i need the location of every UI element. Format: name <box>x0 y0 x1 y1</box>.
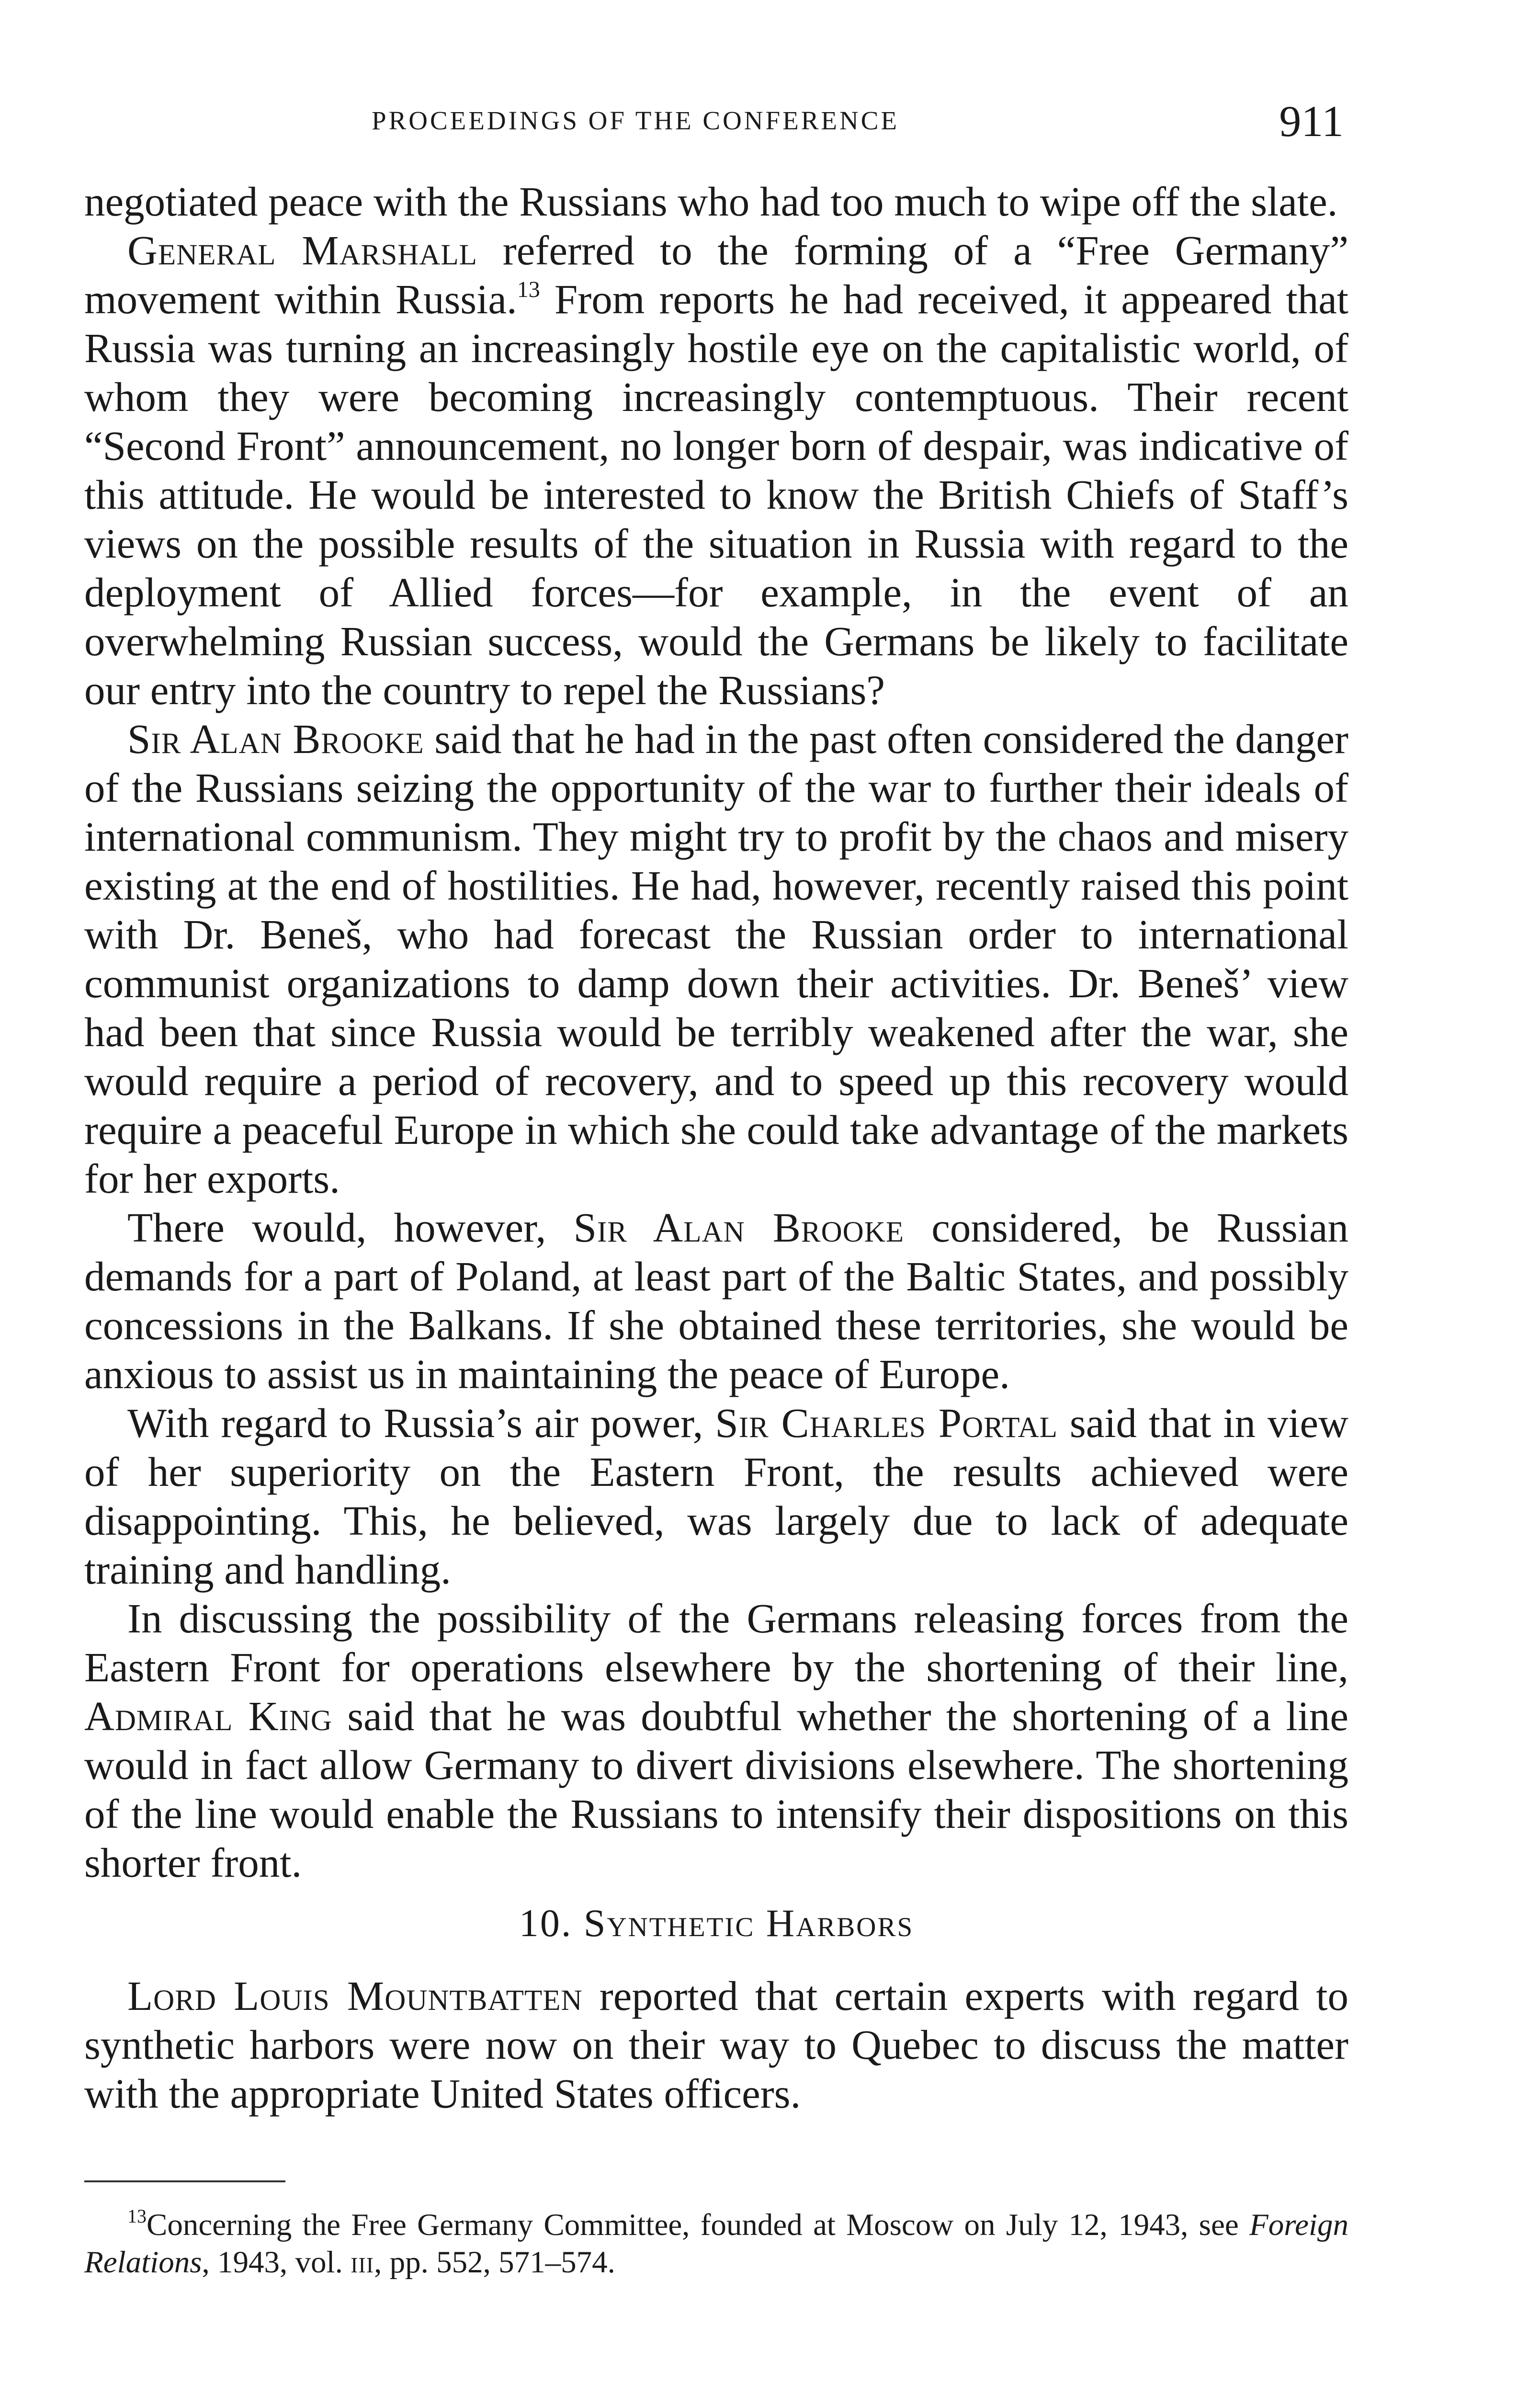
paragraph-text: From reports he had received, it appeared that Russia was turning an increasingly hostile eye on the capitalistic world, of whom they were becoming increasingly contemptuous. Their recent “Second Front” announcement, no longer born of despair, was indicative of this attitude. He would be interested to know the British Chiefs of Staff’s views on the possible results of the situation in Russia with regard to the deployment of Allied forces—for example, in the event of an overwhelming Russian success, would the Germans be likely to facilitate our entry into the country to repel the Russians? <box>84 276 1348 713</box>
speaker-name: General Marshall <box>127 227 477 274</box>
speaker-name: Sir Alan Brooke <box>573 1204 905 1251</box>
page-number: 911 <box>1279 97 1344 146</box>
speaker-name: Sir Alan Brooke <box>127 716 424 762</box>
paragraph-text: With regard to Russia’s air power, <box>127 1400 715 1446</box>
footnote-text: , 1943, vol. <box>202 2245 351 2280</box>
paragraph-6 <box>84 1594 1348 1887</box>
document-page <box>84 91 1348 2281</box>
paragraph-text: said that in view of her superiority on the Eastern Front, the results achieved were disappointing. This, he believed, was largely due to lack of adequate training and handling. <box>84 1400 1348 1593</box>
section-heading: 10. Synthetic Harbors <box>519 1901 914 1945</box>
footnote-title: Foreign Relations <box>84 2208 1348 2280</box>
speaker-name: Sir Charles Portal <box>715 1400 1058 1446</box>
paragraph-text: said that he was doubtful whether the shortening of a line would in fact allow Germany to divert divisions elsewhere. The shortening of the line would enable the Russians to intensify their dispositions on this shorter front. <box>84 1693 1348 1886</box>
paragraph-1 <box>84 177 1348 226</box>
paragraph-2 <box>84 226 1348 715</box>
speaker-name: Admiral King <box>84 1693 332 1739</box>
paragraph-text: In discussing the possibility of the Germans releasing forces from the Eastern Front for operations elsewhere by the shortening of their line, <box>84 1595 1348 1690</box>
footnote-marker: 13 <box>127 2205 147 2227</box>
running-head <box>84 91 1348 144</box>
footnote-rule <box>84 2180 285 2182</box>
paragraph-text: reported that certain experts with regard to synthetic harbors were now on their way to Quebec to discuss the matter with the appropriate United States officers. <box>84 1973 1348 2117</box>
speaker-name: Lord Louis Mountbatten <box>127 1973 583 2019</box>
paragraph-5 <box>84 1399 1348 1594</box>
paragraph-3 <box>84 715 1348 1203</box>
footnote-reference: 13 <box>517 277 540 302</box>
paragraph-4 <box>84 1203 1348 1399</box>
paragraph-7 <box>84 1972 1348 2118</box>
paragraph-text: considered, be Russian demands for a part of Poland, at least part of the Baltic States, and possibly concessions in the Balkans. If she obtained these territories, she would be anxious to assist us in maintaining the peace of Europe. <box>84 1204 1348 1397</box>
footnote-text: , pp. 552, 571–574. <box>374 2245 615 2280</box>
running-title: PROCEEDINGS OF THE CONFERENCE <box>372 106 899 135</box>
body-text <box>84 177 1348 2118</box>
paragraph-text: said that he had in the past often considered the danger of the Russians seizing the opportunity of the war to further their ideals of international communism. They might try to profit by the chaos and misery existing at the end of hostilities. He had, however, recently raised this point with Dr. Beneš, who had forecast the Russian order to international communist organizations to damp down their activities. Dr. Beneš’ view had been that since Russia would be terribly weakened after the war, she would require a period of recovery, and to speed up this recovery would require a peaceful Europe in which she could take advantage of the markets for her exports. <box>84 716 1348 1202</box>
paragraph-text: referred to the forming of a “Free Germany” movement within Russia. <box>84 227 1349 322</box>
footnote <box>84 2206 1348 2281</box>
paragraph-text: There would, however, <box>127 1204 574 1251</box>
paragraph-text: negotiated peace with the Russians who had too much to wipe off the slate. <box>84 178 1338 225</box>
footnote-volume: iii <box>351 2245 374 2280</box>
footnote-text: Concerning the Free Germany Committee, founded at Moscow on July 12, 1943, see <box>147 2208 1249 2242</box>
